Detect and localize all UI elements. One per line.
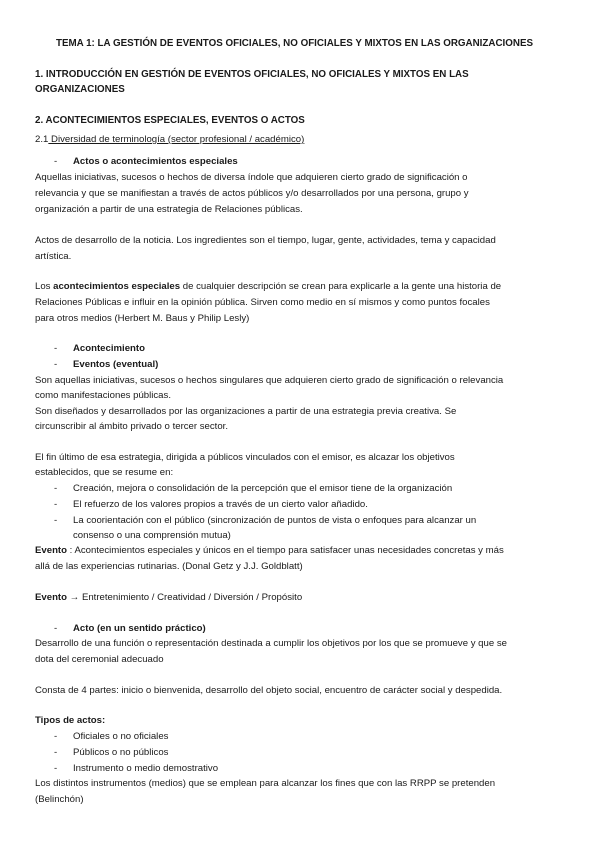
paragraph-line: circunscribir al ámbito privado o tercer sector. xyxy=(35,421,229,432)
paragraph-line: Son aquellas iniciativas, sucesos o hechos singulares que adquieren cierto grado de significación o relevancia xyxy=(35,375,504,386)
bullet-dash: - xyxy=(54,359,58,370)
list-item-cont: consenso o una comprensión mutua) xyxy=(73,530,231,541)
subsection-number: 2.1 xyxy=(35,134,49,145)
paragraph-line: allá de las experiencias rutinarias. (Donal Getz y J.J. Goldblatt) xyxy=(35,561,303,572)
text-run: Los xyxy=(35,281,54,292)
list-item: Creación, mejora o consolidación de la percepción que el emisor tiene de la organización xyxy=(73,483,453,494)
bold-term: acontecimientos especiales xyxy=(53,281,181,292)
bullet-dash: - xyxy=(54,731,58,742)
paragraph-line xyxy=(35,592,302,604)
paragraph-line: artística. xyxy=(35,251,72,262)
paragraph-line: para otros medios (Herbert M. Baus y Philip Lesly) xyxy=(35,313,250,324)
bullet-dash: - xyxy=(54,156,58,167)
bullet-dash: - xyxy=(54,747,58,758)
bold-term: Evento xyxy=(35,545,67,556)
section1-heading: 1. INTRODUCCIÓN EN GESTIÓN DE EVENTOS OFICIALES, NO OFICIALES Y MIXTOS EN LAS xyxy=(35,69,469,80)
paragraph-line xyxy=(35,545,504,557)
section2-heading: 2. ACONTECIMIENTOS ESPECIALES, EVENTOS O ACTOS xyxy=(35,115,305,126)
bold-term: Evento xyxy=(35,592,67,603)
text-run: de cualquier descripción se crean para explicarle a la gente una historia de xyxy=(180,281,502,292)
paragraph-line: El fin último de esa estrategia, dirigida a públicos vinculados con el emisor, es alcazar los objetivos xyxy=(35,452,455,463)
paragraph-line: dota del ceremonial adecuado xyxy=(35,654,164,665)
bullet-dash: - xyxy=(54,515,58,526)
paragraph-line: Relaciones Públicas e influir en la opinión pública. Sirven como medio en sí mismos y como puntos focales xyxy=(35,297,490,308)
bullet-dash: - xyxy=(54,343,58,354)
list-item: Públicos o no públicos xyxy=(73,747,169,758)
paragraph-line: establecidos, que se resume en: xyxy=(35,467,174,478)
bullet-acontecimientos-especiales: Actos o acontecimientos especiales xyxy=(73,156,238,167)
text-run: Entretenimiento / Creatividad / Diversión / Propósito xyxy=(81,592,303,603)
list-item: Oficiales o no oficiales xyxy=(73,731,169,742)
types-heading: Tipos de actos: xyxy=(35,715,106,726)
subsection-title: Diversidad de terminología (sector profesional / académico) xyxy=(48,134,305,145)
bullet-acto: Acto (en un sentido práctico) xyxy=(73,623,206,634)
paragraph-line: Los distintos instrumentos (medios) que se emplean para alcanzar los fines que con las RRPP se pretenden xyxy=(35,778,496,789)
paragraph-line: Aquellas iniciativas, sucesos o hechos de diversa índole que adquieren cierto grado de significación o xyxy=(35,172,468,183)
paragraph-line: como manifestaciones públicas. xyxy=(35,390,171,401)
paragraph-line: Son diseñados y desarrollados por las organizaciones a partir de una estrategia previa creativa. Se xyxy=(35,406,457,417)
list-item: La coorientación con el público (sincronización de puntos de vista o enfoques para alcanzar un xyxy=(73,515,477,526)
section1-heading-cont: ORGANIZACIONES xyxy=(35,84,125,95)
paragraph-line: relevancia y que se manifiestan a través de actos públicos y/o desarrollados por una persona, grupo y xyxy=(35,188,469,199)
paragraph-line: Actos de desarrollo de la noticia. Los ingredientes son el tiempo, lugar, gente, actividades, tema y capacidad xyxy=(35,235,496,246)
bullet-acontecimiento: Acontecimiento xyxy=(73,343,145,354)
bullet-dash: - xyxy=(54,483,58,494)
text-run: : Acontecimientos especiales y únicos en el tiempo para satisfacer unas necesidades concretas y más xyxy=(67,545,504,556)
paragraph-line: (Belinchón) xyxy=(35,794,84,805)
bullet-eventos: Eventos (eventual) xyxy=(73,359,159,370)
paragraph-line xyxy=(35,281,501,293)
bullet-dash: - xyxy=(54,763,58,774)
subsection-heading xyxy=(35,134,304,146)
list-item: El refuerzo de los valores propios a través de un cierto valor añadido. xyxy=(73,499,368,510)
arrow-icon: → xyxy=(69,592,80,603)
list-item: Instrumento o medio demostrativo xyxy=(73,763,219,774)
paragraph-line: Consta de 4 partes: inicio o bienvenida, desarrollo del objeto social, encuentro de carácter social y despedida. xyxy=(35,685,503,696)
bullet-dash: - xyxy=(54,623,58,634)
bullet-dash: - xyxy=(54,499,58,510)
paragraph-line: organización a partir de una estrategia de Relaciones públicas. xyxy=(35,204,303,215)
paragraph-line: Desarrollo de una función o representación destinada a cumplir los objetivos por los que se promueve y que se xyxy=(35,638,507,649)
page-title: TEMA 1: LA GESTIÓN DE EVENTOS OFICIALES, NO OFICIALES Y MIXTOS EN LAS ORGANIZACIONES xyxy=(56,38,534,49)
